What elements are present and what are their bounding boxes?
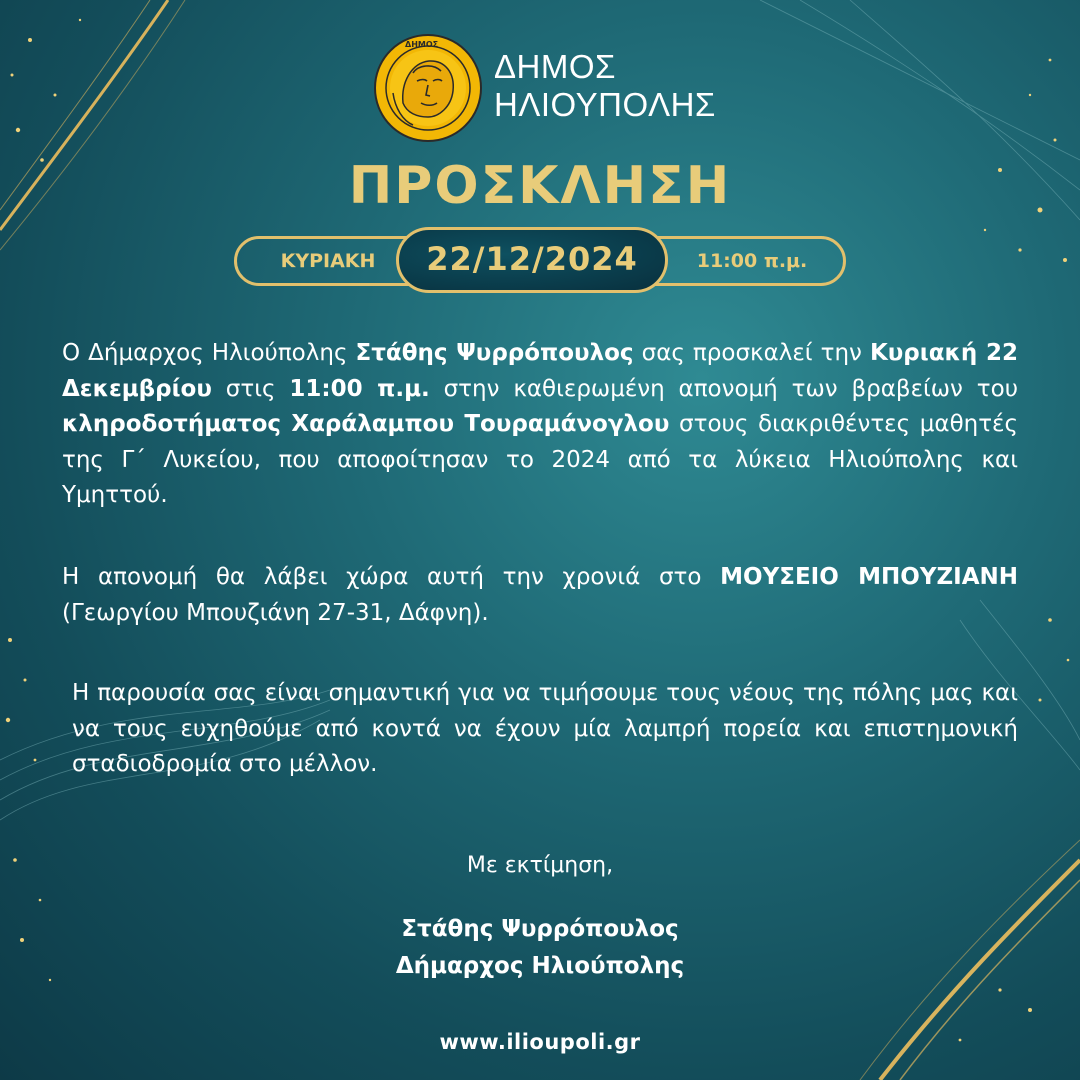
- invitation-title: ΠΡΟΣΚΛΗΣΗ: [348, 156, 732, 216]
- mayor-name: Στάθης Ψυρρόπουλος: [355, 340, 634, 366]
- brand-line-1: ΔΗΜΟΣ: [494, 48, 616, 85]
- event-day-date: Κυριακή 22 Δεκεμβρίου: [62, 340, 1018, 402]
- invitation-paragraph-1: [62, 336, 1018, 514]
- brand-line-2: ΗΛΙΟΥΠΟΛΗΣ: [494, 86, 716, 123]
- venue-address: (Γεωργίου Μπουζιάνη 27-31, Δάφνη).: [62, 599, 489, 626]
- website-link[interactable]: www.ilioupoli.gr: [439, 1030, 641, 1054]
- closing-text: Με εκτίμηση,: [466, 853, 614, 878]
- event-time-text: 11:00 π.μ.: [289, 375, 430, 402]
- event-time: 11:00 π.μ.: [696, 250, 808, 272]
- text: Η απονομή θα λάβει χώρα αυτή την χρονιά στο: [62, 564, 721, 590]
- signature-role: Δήμαρχος Ηλιούπολης: [395, 953, 685, 979]
- invitation-paragraph-3: Η παρουσία σας είναι σημαντική για να τιμήσουμε τους νέους της πόλης μας και να τους ευχηθούμε από κοντά να έχουν μία λαμπρή πορεία και επιστημονική σταδιοδρομία στο μέλλον.: [72, 680, 1018, 777]
- event-day: ΚΥΡΙΑΚΗ: [280, 250, 376, 272]
- text: στην καθιερωμένη απονομή των βραβείων του: [429, 375, 1018, 402]
- municipal-seal-icon: [373, 33, 483, 143]
- event-date: 22/12/2024: [426, 240, 638, 278]
- bequest-name: κληροδοτήματος Χαράλαμπου Τουραμάνογλου: [62, 411, 670, 437]
- text: σας προσκαλεί την: [633, 340, 870, 366]
- text: Ο Δήμαρχος Ηλιούπολης: [62, 340, 356, 366]
- invitation-paragraph-2: [62, 560, 1018, 631]
- text: στις: [211, 375, 290, 402]
- text: στους διακριθέντες μαθητές της Γ΄ Λυκείου, που αποφοίτησαν το 2024 από τα λύκεια Ηλιούπολης και Υμηττού.: [62, 411, 1018, 508]
- signature-name: Στάθης Ψυρρόπουλος: [401, 916, 679, 942]
- svg-text:ΔΗΜΟΣ: ΔΗΜΟΣ: [405, 40, 439, 49]
- venue-name: ΜΟΥΣΕΙΟ ΜΠΟΥΖΙΑΝΗ: [720, 564, 1019, 590]
- municipality-name: [494, 48, 716, 124]
